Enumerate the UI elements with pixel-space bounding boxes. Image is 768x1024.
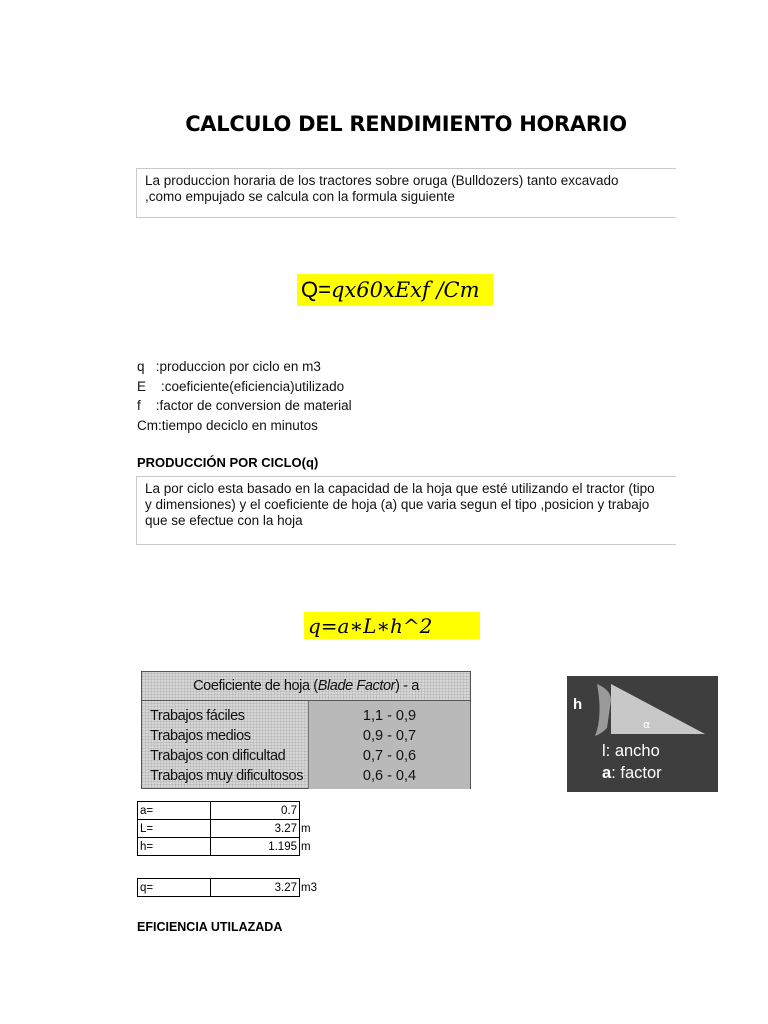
table-row xyxy=(138,802,314,820)
cell-value[interactable]: 3.27 xyxy=(211,820,300,838)
variable-item: q :produccion por ciclo en m3 xyxy=(137,359,321,374)
cell-key: h= xyxy=(138,838,211,856)
table-row xyxy=(138,820,314,838)
blade-diagram xyxy=(567,676,718,792)
table-row xyxy=(138,879,319,897)
blade-factor-header: Coeficiente de hoja (Blade Factor) - a xyxy=(142,672,470,701)
work-type-label: Trabajos fáciles xyxy=(150,708,245,724)
intro-textbox xyxy=(136,168,676,218)
cycle-line: La por ciclo esta basado en la capacidad de la hoja que esté utilizando el tractor (tipo xyxy=(145,481,655,496)
blade-factor-table xyxy=(141,671,471,789)
alpha-label: α xyxy=(643,718,651,731)
variable-item: E :coeficiente(eficiencia)utilizado xyxy=(137,378,345,394)
page-title: CALCULO DEL RENDIMIENTO HORARIO xyxy=(185,112,627,136)
cell-value[interactable]: 1.195 xyxy=(211,838,300,856)
factor-range-column xyxy=(308,701,470,789)
cell-unit: m xyxy=(301,840,311,853)
factor-caption: a: factor xyxy=(602,764,662,782)
height-label: h xyxy=(573,696,583,713)
width-caption: l: ancho xyxy=(602,742,660,760)
cell-value[interactable]: 3.27 xyxy=(211,879,300,897)
work-type-label: Trabajos medios xyxy=(150,728,251,744)
blade-capacity-formula: q=a∗L∗h^2 xyxy=(304,612,480,639)
input-values-table xyxy=(137,801,314,856)
work-type-label: Trabajos muy dificultosos xyxy=(150,768,304,784)
intro-line: ,como empujado se calcula con la formula siguiente xyxy=(145,189,455,204)
variable-item: f :factor de conversion de material xyxy=(137,398,352,413)
factor-range-value: 0,7 - 0,6 xyxy=(362,748,417,764)
cell-unit: m xyxy=(301,822,311,835)
formula-prefix: Q= xyxy=(301,277,331,302)
cell-key: a= xyxy=(138,802,211,820)
factor-range-value: 1,1 - 0,9 xyxy=(362,708,417,724)
factor-range-value: 0,6 - 0,4 xyxy=(362,768,417,784)
variable-item: Cm:tiempo deciclo en minutos xyxy=(137,417,318,433)
work-type-label: Trabajos con dificultad xyxy=(150,748,286,764)
cell-key: L= xyxy=(138,820,211,838)
cell-value[interactable]: 0.7 xyxy=(211,802,300,820)
section-heading-cycle: PRODUCCIÓN POR CICLO(q) xyxy=(137,455,319,470)
intro-line: La produccion horaria de los tractores sobre oruga (Bulldozers) tanto excavado xyxy=(145,173,619,188)
cycle-line: que se efectue con la hoja xyxy=(145,513,303,528)
cell-unit: m3 xyxy=(301,881,317,894)
cycle-textbox xyxy=(136,476,676,545)
work-type-column xyxy=(142,701,308,789)
table-row xyxy=(138,838,314,856)
result-table xyxy=(137,878,319,897)
cell-unit xyxy=(300,802,314,820)
cell-key: q= xyxy=(138,879,211,897)
production-formula xyxy=(297,274,493,306)
section-heading-efficiency: EFICIENCIA UTILAZADA xyxy=(137,920,283,934)
cycle-line: y dimensiones) y el coeficiente de hoja (a) que varia segun el tipo ,posicion y trabajo xyxy=(145,497,650,512)
formula-expression: qx60xExf /Cm xyxy=(330,278,480,302)
factor-range-value: 0,9 - 0,7 xyxy=(362,728,417,744)
variable-list xyxy=(137,357,352,435)
